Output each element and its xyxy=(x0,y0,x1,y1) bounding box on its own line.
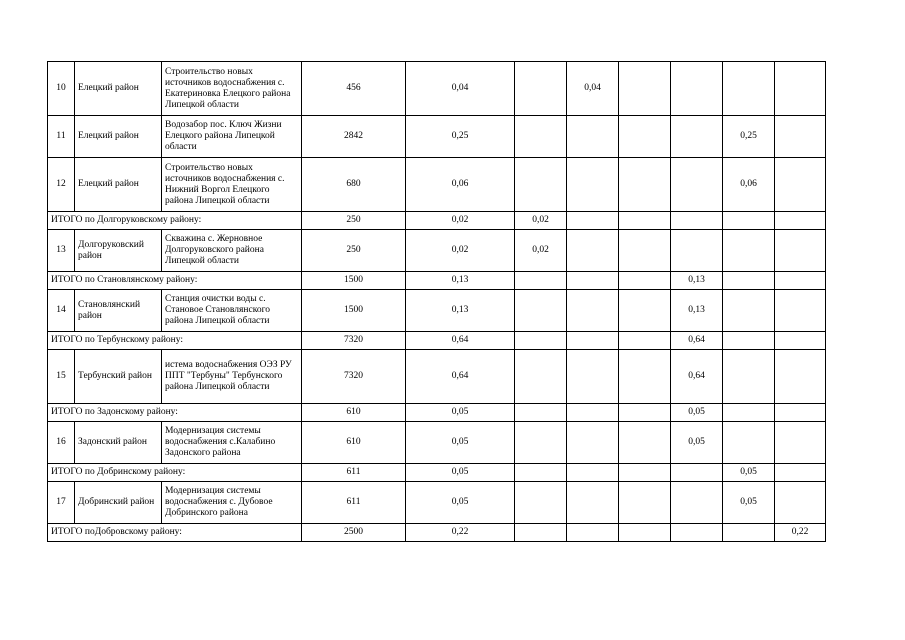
total-cell: 0,04 xyxy=(406,62,515,116)
object-cell: Модернизация системы водоснабжения с.Калабино Задонского района xyxy=(162,422,302,464)
period-value-cell xyxy=(619,116,671,158)
period-value-cell xyxy=(723,290,775,332)
total-cell: 0,25 xyxy=(406,116,515,158)
period-value-cell xyxy=(671,230,723,272)
total-cell: 0,02 xyxy=(406,230,515,272)
capacity-cell: 611 xyxy=(302,464,406,482)
row-number-cell: 12 xyxy=(48,158,75,212)
capacity-cell: 250 xyxy=(302,212,406,230)
period-value-cell xyxy=(567,404,619,422)
period-value-cell: 0,13 xyxy=(671,272,723,290)
district-cell: Задонский район xyxy=(75,422,162,464)
period-value-cell xyxy=(775,212,826,230)
period-value-cell xyxy=(515,116,567,158)
table-row xyxy=(48,230,826,272)
period-value-cell xyxy=(515,62,567,116)
subtotal-label: ИТОГО по Задонскому району: xyxy=(48,404,302,422)
period-value-cell: 0,25 xyxy=(723,116,775,158)
period-value-cell: 0,05 xyxy=(723,464,775,482)
district-cell: Елецкий район xyxy=(75,116,162,158)
subtotal-row xyxy=(48,464,826,482)
row-number-cell: 16 xyxy=(48,422,75,464)
period-value-cell: 0,06 xyxy=(723,158,775,212)
subtotal-label: ИТОГО по Долгоруковскому району: xyxy=(48,212,302,230)
period-value-cell xyxy=(775,350,826,404)
period-value-cell xyxy=(515,422,567,464)
table-row xyxy=(48,422,826,464)
subtotal-row xyxy=(48,332,826,350)
period-value-cell xyxy=(671,464,723,482)
period-value-cell xyxy=(775,404,826,422)
period-value-cell: 0,13 xyxy=(671,290,723,332)
subtotal-row xyxy=(48,272,826,290)
period-value-cell xyxy=(515,332,567,350)
period-value-cell: 0,02 xyxy=(515,212,567,230)
period-value-cell xyxy=(671,212,723,230)
total-cell: 0,22 xyxy=(406,524,515,542)
table-row xyxy=(48,290,826,332)
table-row xyxy=(48,116,826,158)
table-row xyxy=(48,62,826,116)
period-value-cell xyxy=(619,350,671,404)
period-value-cell xyxy=(567,332,619,350)
period-value-cell xyxy=(619,62,671,116)
period-value-cell xyxy=(723,524,775,542)
period-value-cell xyxy=(515,464,567,482)
period-value-cell xyxy=(619,422,671,464)
period-value-cell xyxy=(775,290,826,332)
capacity-cell: 2842 xyxy=(302,116,406,158)
period-value-cell xyxy=(723,272,775,290)
period-value-cell xyxy=(775,464,826,482)
period-value-cell xyxy=(671,482,723,524)
subtotal-label: ИТОГО по Тербунскому району: xyxy=(48,332,302,350)
period-value-cell xyxy=(567,350,619,404)
subtotal-row xyxy=(48,404,826,422)
object-cell: Скважина с. Жерновное Долгоруковского района Липецкой области xyxy=(162,230,302,272)
period-value-cell xyxy=(567,116,619,158)
district-cell: Елецкий район xyxy=(75,158,162,212)
period-value-cell xyxy=(619,524,671,542)
period-value-cell xyxy=(567,482,619,524)
period-value-cell xyxy=(671,116,723,158)
period-value-cell xyxy=(515,272,567,290)
period-value-cell xyxy=(671,62,723,116)
period-value-cell xyxy=(567,464,619,482)
period-value-cell xyxy=(567,158,619,212)
period-value-cell xyxy=(567,230,619,272)
total-cell: 0,13 xyxy=(406,290,515,332)
capacity-cell: 7320 xyxy=(302,332,406,350)
capacity-cell: 1500 xyxy=(302,290,406,332)
subtotal-label: ИТОГО по Добринскому району: xyxy=(48,464,302,482)
total-cell: 0,05 xyxy=(406,422,515,464)
period-value-cell xyxy=(567,212,619,230)
total-cell: 0,05 xyxy=(406,404,515,422)
period-value-cell xyxy=(723,350,775,404)
table-row xyxy=(48,482,826,524)
capacity-cell: 250 xyxy=(302,230,406,272)
district-cell: Долгоруковский район xyxy=(75,230,162,272)
row-number-cell: 14 xyxy=(48,290,75,332)
object-cell: Строительство новых источников водоснабжения с. Екатериновка Елецкого района Липецкой области xyxy=(162,62,302,116)
period-value-cell xyxy=(775,116,826,158)
period-value-cell xyxy=(619,230,671,272)
period-value-cell xyxy=(775,332,826,350)
period-value-cell xyxy=(775,422,826,464)
period-value-cell xyxy=(775,482,826,524)
period-value-cell xyxy=(775,230,826,272)
period-value-cell xyxy=(723,404,775,422)
object-cell: Модернизация системы водоснабжения с. Дубовое Добринского района xyxy=(162,482,302,524)
period-value-cell: 0,02 xyxy=(515,230,567,272)
subtotal-label: ИТОГО поДобровскому району: xyxy=(48,524,302,542)
capacity-cell: 1500 xyxy=(302,272,406,290)
period-value-cell xyxy=(671,524,723,542)
subtotal-row xyxy=(48,212,826,230)
table-row xyxy=(48,158,826,212)
period-value-cell xyxy=(775,158,826,212)
capacity-cell: 7320 xyxy=(302,350,406,404)
total-cell: 0,64 xyxy=(406,350,515,404)
period-value-cell xyxy=(619,212,671,230)
period-value-cell xyxy=(723,332,775,350)
subtotal-row xyxy=(48,524,826,542)
capacity-cell: 610 xyxy=(302,404,406,422)
object-cell: истема водоснабжения ОЭЗ РУ ППТ "Тербуны" Тербунского района Липецкой области xyxy=(162,350,302,404)
period-value-cell: 0,05 xyxy=(671,404,723,422)
table-row xyxy=(48,350,826,404)
district-cell: Елецкий район xyxy=(75,62,162,116)
period-value-cell xyxy=(775,272,826,290)
period-value-cell xyxy=(619,404,671,422)
district-cell: Становлянский район xyxy=(75,290,162,332)
period-value-cell xyxy=(619,290,671,332)
row-number-cell: 10 xyxy=(48,62,75,116)
total-cell: 0,06 xyxy=(406,158,515,212)
period-value-cell xyxy=(723,230,775,272)
period-value-cell xyxy=(567,290,619,332)
period-value-cell xyxy=(515,158,567,212)
row-number-cell: 13 xyxy=(48,230,75,272)
period-value-cell xyxy=(515,404,567,422)
period-value-cell xyxy=(515,524,567,542)
period-value-cell: 0,22 xyxy=(775,524,826,542)
period-value-cell xyxy=(567,272,619,290)
data-table xyxy=(47,61,826,542)
period-value-cell xyxy=(723,422,775,464)
period-value-cell: 0,64 xyxy=(671,332,723,350)
period-value-cell xyxy=(619,272,671,290)
period-value-cell: 0,04 xyxy=(567,62,619,116)
district-cell: Добринский район xyxy=(75,482,162,524)
period-value-cell xyxy=(619,464,671,482)
capacity-cell: 680 xyxy=(302,158,406,212)
object-cell: Станция очистки воды с. Становое Становлянского района Липецкой области xyxy=(162,290,302,332)
period-value-cell: 0,05 xyxy=(723,482,775,524)
period-value-cell: 0,05 xyxy=(671,422,723,464)
object-cell: Водозабор пос. Ключ Жизни Елецкого района Липецкой области xyxy=(162,116,302,158)
period-value-cell xyxy=(619,158,671,212)
period-value-cell xyxy=(515,290,567,332)
subtotal-label: ИТОГО по Становлянскому району: xyxy=(48,272,302,290)
capacity-cell: 456 xyxy=(302,62,406,116)
capacity-cell: 611 xyxy=(302,482,406,524)
capacity-cell: 2500 xyxy=(302,524,406,542)
period-value-cell xyxy=(775,62,826,116)
total-cell: 0,05 xyxy=(406,482,515,524)
total-cell: 0,02 xyxy=(406,212,515,230)
total-cell: 0,64 xyxy=(406,332,515,350)
capacity-cell: 610 xyxy=(302,422,406,464)
period-value-cell: 0,64 xyxy=(671,350,723,404)
row-number-cell: 11 xyxy=(48,116,75,158)
object-cell: Строительство новых источников водоснабжения с. Нижний Воргол Елецкого района Липецкой области xyxy=(162,158,302,212)
period-value-cell xyxy=(567,524,619,542)
district-cell: Тербунский район xyxy=(75,350,162,404)
period-value-cell xyxy=(671,158,723,212)
period-value-cell xyxy=(723,62,775,116)
row-number-cell: 15 xyxy=(48,350,75,404)
total-cell: 0,13 xyxy=(406,272,515,290)
period-value-cell xyxy=(515,482,567,524)
row-number-cell: 17 xyxy=(48,482,75,524)
period-value-cell xyxy=(515,350,567,404)
period-value-cell xyxy=(619,482,671,524)
period-value-cell xyxy=(567,422,619,464)
period-value-cell xyxy=(619,332,671,350)
period-value-cell xyxy=(723,212,775,230)
total-cell: 0,05 xyxy=(406,464,515,482)
